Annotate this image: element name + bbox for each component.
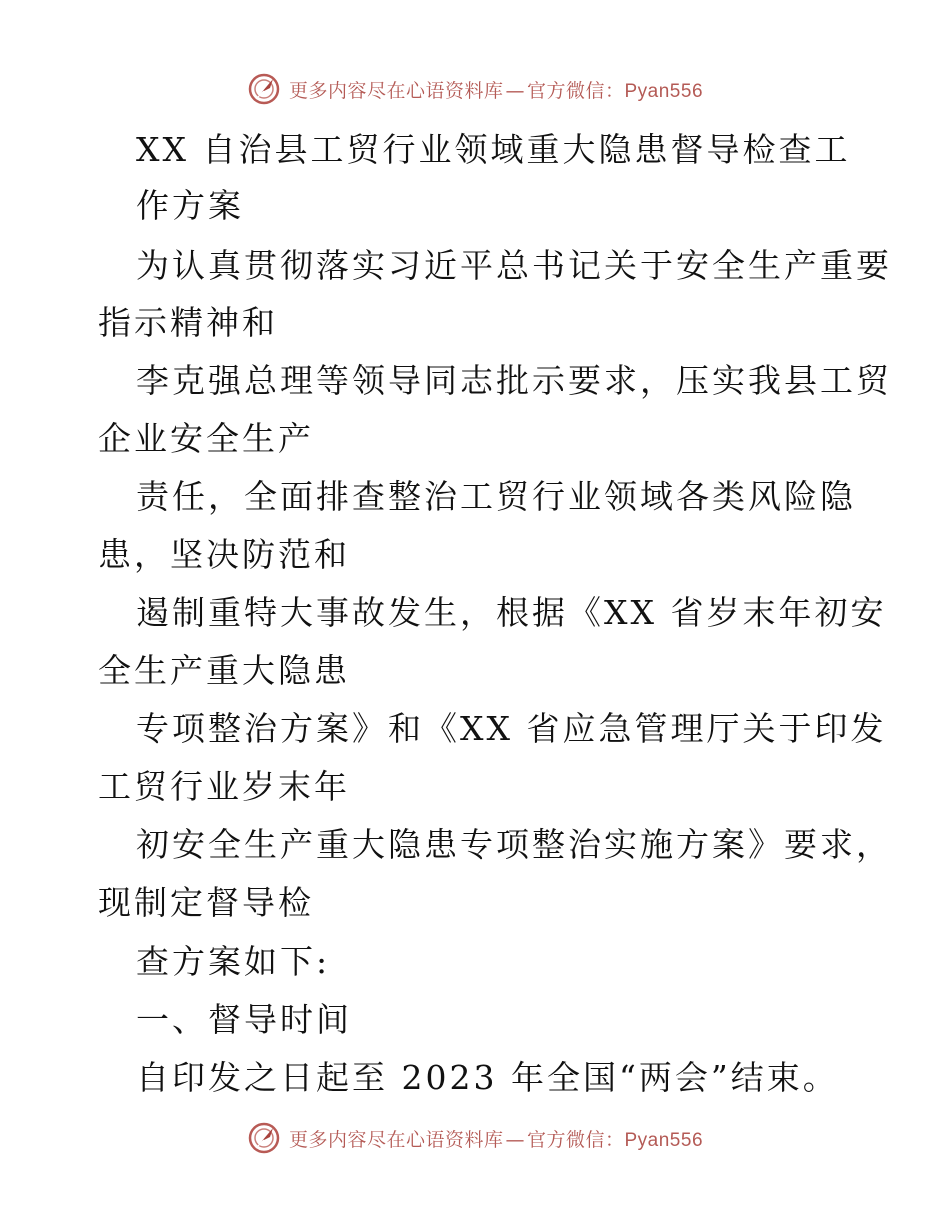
paragraph-line: 患，坚决防范和 [98, 535, 350, 574]
watermark-text: 更多内容尽在心语资料库 — 官方微信：Pyan556 [288, 1128, 704, 1151]
paragraph-line: 现制定督导检 [98, 883, 314, 922]
paragraph-line: 李克强总理等领导同志批示要求，压实我县工贸 [136, 361, 892, 400]
document-title-line-2: 作方案 [136, 186, 244, 225]
paragraph-line: 责任，全面排查整治工贸行业领域各类风险隐 [136, 477, 856, 516]
paragraph-line: 遏制重特大事故发生，根据《XX 省岁末年初安 [136, 593, 887, 632]
paragraph-line: 全生产重大隐患 [98, 651, 350, 690]
document-title-line-1: XX 自治县工贸行业领域重大隐患督导检查工 [136, 130, 851, 169]
quill-logo-icon [247, 1121, 281, 1155]
watermark-header [0, 72, 950, 106]
paragraph-line: 工贸行业岁末年 [98, 767, 350, 806]
watermark-footer [0, 1121, 950, 1155]
paragraph-line: 专项整治方案》和《XX 省应急管理厅关于印发 [136, 709, 887, 748]
paragraph-line: 查方案如下: [136, 942, 331, 981]
watermark-text: 更多内容尽在心语资料库 — 官方微信：Pyan556 [288, 79, 704, 102]
section-body: 自印发之日起至 2023 年全国“两会”结束。 [136, 1058, 839, 1097]
paragraph-line: 为认真贯彻落实习近平总书记关于安全生产重要 [136, 246, 892, 285]
paragraph-line: 初安全生产重大隐患专项整治实施方案》要求， [136, 825, 892, 864]
paragraph-line: 企业安全生产 [98, 419, 314, 458]
paragraph-line: 指示精神和 [98, 303, 278, 342]
section-heading: 一、督导时间 [136, 1000, 352, 1039]
quill-logo-icon [247, 72, 281, 106]
